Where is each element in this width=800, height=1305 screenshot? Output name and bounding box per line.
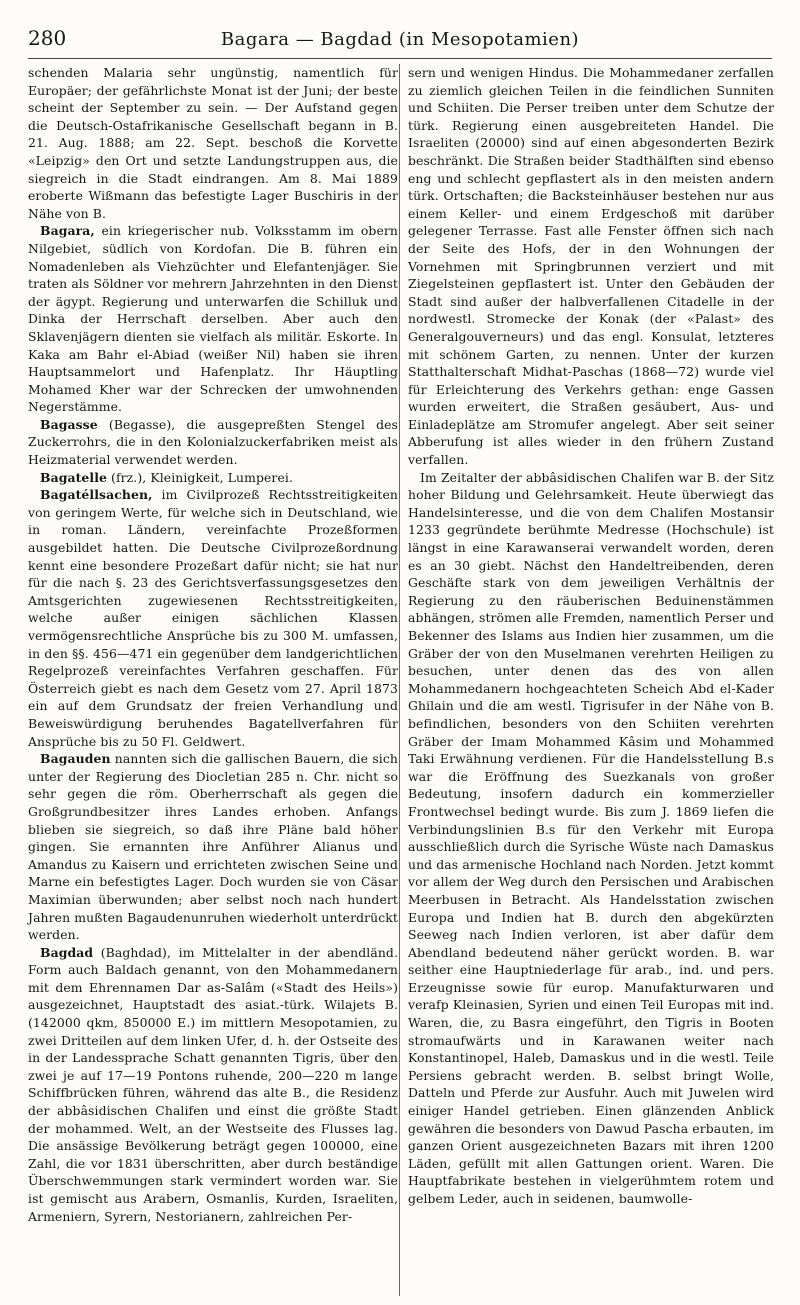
entry-bagasse — [28, 416, 398, 469]
paragraph-continuation: schenden Malaria sehr ungünstig, namentlich für Europäer; der gefährlichste Monat ist der Juni; der beste scheint der September zu sein. — Der Aufstand gegen die Deutsch-Ostafrikanische Gesellschaft begann in B. 21. Aug. 1888; am 22. Sept. beschoß die Korvette «Leipzig» den Ort und setzte Landungstruppen aus, die siegreich in die Stadt eindrangen. Am 8. Mai 1889 eroberte Wißmann das befestigte Lager Buschiris in der Nähe von B. — [28, 65, 398, 221]
entry-text: ein kriegerischer nub. Volksstamm im obern Nilgebiet, südlich von Kordofan. Die B. führen ein Nomadenleben als Viehzüchter und Elefantenjäger. Sie traten als Söldner vor mehrern Jahrzehnten in den Dienst der ägypt. Regierung und unterwarfen die Schilluk und Dinka der Herrschaft derselben. Aber auch den Sklavenjägern dienten sie vielfach als militär. Eskorte. In Kaka am Bahr el-Abiad (weißer Nil) haben sie ihren Hauptsammelort und Hafenplatz. Ihr Häuptling Mohamed Kher war der Schrecken der umwohnenden Negerstämme. — [28, 223, 398, 415]
entry-text: (Baghdad), im Mittelalter in der abendländ. Form auch Baldach genannt, von den Mohammedanern mit dem Ehrennamen Dar as-Salâm («Stadt des Heils») ausgezeichnet, Hauptstadt des asiat.-türk. Wilajets B. (142000 qkm, 850000 E.) im mittlern Mesopotamien, zu zwei Dritteilen auf dem linken Ufer, d. h. der Ostseite des in der Landessprache Schatt genannten Tigris, über den zwei je auf 17—19 Pontons ruhende, 200—220 m lange Schiffbrücken führen, während das alte B., die Residenz der abbâsidischen Chalifen und einst die größte Stadt der mohammed. Welt, an der Westseite des Flusses lag. Die ansässige Bevölkerung beträgt gegen 100000, eine Zahl, die vor 1831 überschritten, aber durch beständige Überschwemmungen stark vermindert worden war. Sie ist gemischt aus Arabern, Osmanlis, Kurden, Israeliten, Armeniern, Syrern, Nestorianern, zahlreichen Per- — [28, 944, 398, 1224]
page-header — [28, 26, 772, 56]
entry-text: (Begasse), die ausgepreßten Stengel des Zuckerrohrs, die in den Kolonialzuckerfabriken meist als Heizmaterial verwendet werden. — [28, 416, 398, 468]
column-divider — [399, 64, 400, 1296]
entry-bagauden — [28, 750, 398, 944]
headword: Bagdad — [40, 944, 94, 960]
paragraph: Im Zeitalter der abbâsidischen Chalifen war B. der Sitz hoher Bildung und Gelehrsamkeit. Heute überwiegt das Handelsinteresse, und die von dem Chalifen Mostansir 1233 gegründete berühmte Medresse (Hochschule) ist längst in eine Karawanserai verwandelt worden, deren es an 30 giebt. Nächst den Handeltreibenden, deren Geschäfte stark von dem jeweiligen Verhältnis der Regierung zu den räuberischen Beduinenstämmen abhängen, strömen alle Fremden, namentlich Perser und Bekenner des Islams aus Indien hier zusammen, um die Gräber der von den Muselmanen verehrten Heiligen zu besuchen, unter denen das des von allen Mohammedanern hochgeachteten Scheich Abd el-Kader Ghilain und die am westl. Tigrisufer in der Nähe von B. befindlichen, besonders von den Schiiten verehrten Gräber der Imam Mohammed Kâsim und Mohammed Taki Erwähnung verdienen. Für die Handelsstellung B.s war die Eröffnung des Suezkanals von großer Bedeutung, insofern dadurch ein kommerzieller Frontwechsel bedingt wurde. Bis zum J. 1869 liefen die Verbindungslinien B.s für den Verkehr mit Europa ausschließlich durch die Syrische Wüste nach Damaskus und das armenische Hochland nach Norden. Jetzt kommt vor allem der Weg durch den Persischen und Arabischen Meerbusen in Betracht. Als Handelsstation zwischen Europa und Indien hat B. durch den abgekürzten Seeweg nach Indien verloren, ist aber dafür dem Abendland bedeutend näher gerückt worden. B. war seither eine Hauptniederlage für arab., ind. und pers. Erzeugnisse sowie für europ. Manufakturwaren und verafp Kleinasien, Syrien und einen Teil Europas mit ind. Waren, die, zu Basra eingeführt, den Tigris in Booten stromaufwärts und in Karawanen weiter nach Konstantinopel, Haleb, Damaskus und in die westl. Teile Persiens gebracht werden. B. selbst bringt Wolle, Datteln und Pferde zur Ausfuhr. Auch mit Juwelen wird einiger Handel getrieben. Einen glänzenden Anblick gewähren die besonders von Dawud Pascha erbauten, im ganzen Orient ausgezeichneten Bazars mit ihren 1200 Läden, gefüllt mit allen Gattungen orient. Waren. Die Hauptfabrikate bestehen in vielgerühmtem rotem und gelbem Leder, auch in seidenen, baumwolle- — [408, 469, 774, 1206]
entry-text: nannten sich die gallischen Bauern, die sich unter der Regierung des Diocletian 285 n. Chr. nicht so sehr gegen die röm. Oberherrschaft als gegen die Großgrundbesitzer ihres Landes erhoben. Anfangs blieben sie siegreich, so daß ihre Pläne bald höher gingen. Sie ernannten ihre Anführer Alianus und Amandus zu Kaisern und errichteten zwischen Seine und Marne ein befestigtes Lager. Doch wurden sie von Cäsar Maximian überwunden; aber selbst noch nach hundert Jahren mußten Bagaudenunruhen wiederholt unterdrückt werden. — [28, 751, 398, 943]
right-column — [408, 64, 774, 1208]
entry-text: (frz.), Kleinigkeit, Lumperei. — [107, 469, 293, 485]
headword: Bagasse — [40, 416, 98, 432]
headword: Bagatéllsachen, — [40, 487, 153, 503]
entry-bagatelle — [28, 469, 398, 487]
entry-bagatellsachen — [28, 486, 398, 750]
paragraph-continuation: sern und wenigen Hindus. Die Mohammedaner zerfallen zu ziemlich gleichen Teilen in die feindlichen Sunniten und Schiiten. Die Perser treiben unter dem Schutze der türk. Regierung einen ausgebreiteten Handel. Die Israeliten (20000) sind auf einen abgesonderten Bezirk beschränkt. Die Straßen beider Stadthälften sind ebenso eng und schlecht gepflastert als in den meisten andern türk. Ortschaften; die Backsteinhäuser bestehen nur aus einem Keller- und einem Erdgeschoß mit darüber gelegener Terrasse. Fast alle Fenster öffnen sich nach der Seite des Hofs, der in den Wohnungen der Vornehmen mit Springbrunnen verziert und mit Ziegelsteinen gepflastert ist. Unter den Gebäuden der Stadt sind außer der halbverfallenen Citadelle in der nordwestl. Stromecke der Konak (der «Palast» des Generalgouverneurs) und das engl. Konsulat, letzteres mit schönem Garten, zu nennen. Unter der kurzen Statthalterschaft Midhat-Paschas (1868—72) wurde viel für Erleichterung des Verkehrs gethan: enge Gassen wurden erweitert, die Straßen gesäubert, Aus- und Einladeplätze am Stromufer angelegt. Aber seit seiner Abberufung ist alles wieder in den frühern Zustand verfallen. — [408, 65, 774, 468]
headword: Bagauden — [40, 751, 111, 767]
left-column — [28, 64, 398, 1225]
entry-text: im Civilprozeß Rechtsstreitigkeiten von geringem Werte, für welche sich in Deutschland, wie in roman. Ländern, vereinfachte Prozeßformen ausgebildet hatten. Die Deutsche Civilprozeßordnung kennt eine besondere Prozeßart dafür nicht; sie hat nur für die nach §. 23 des Gerichtsverfassungsgesetzes den Amtsgerichten zugewiesenen Rechtsstreitigkeiten, welche außer einigen sächlichen Klassen vermögensrechtliche Ansprüche bis zu 300 M. umfassen, in den §§. 456—471 ein gegenüber dem landgerichtlichen Regelprozeß vereinfachtes Verfahren geschaffen. Für Österreich giebt es nach dem Gesetz vom 27. April 1873 ein auf dem Grundsatz der freien Verhandlung und Beweiswürdigung beruhendes Bagatellverfahren für Ansprüche bis zu 50 Fl. Geldwert. — [28, 487, 398, 749]
page-number: 280 — [28, 26, 67, 50]
header-rule — [28, 58, 772, 59]
running-title: Bagara — Bagdad (in Mesopotamien) — [220, 29, 580, 50]
headword: Bagara, — [40, 223, 95, 239]
entry-bagdad — [28, 944, 398, 1226]
headword: Bagatelle — [40, 469, 107, 485]
entry-bagara — [28, 222, 398, 416]
